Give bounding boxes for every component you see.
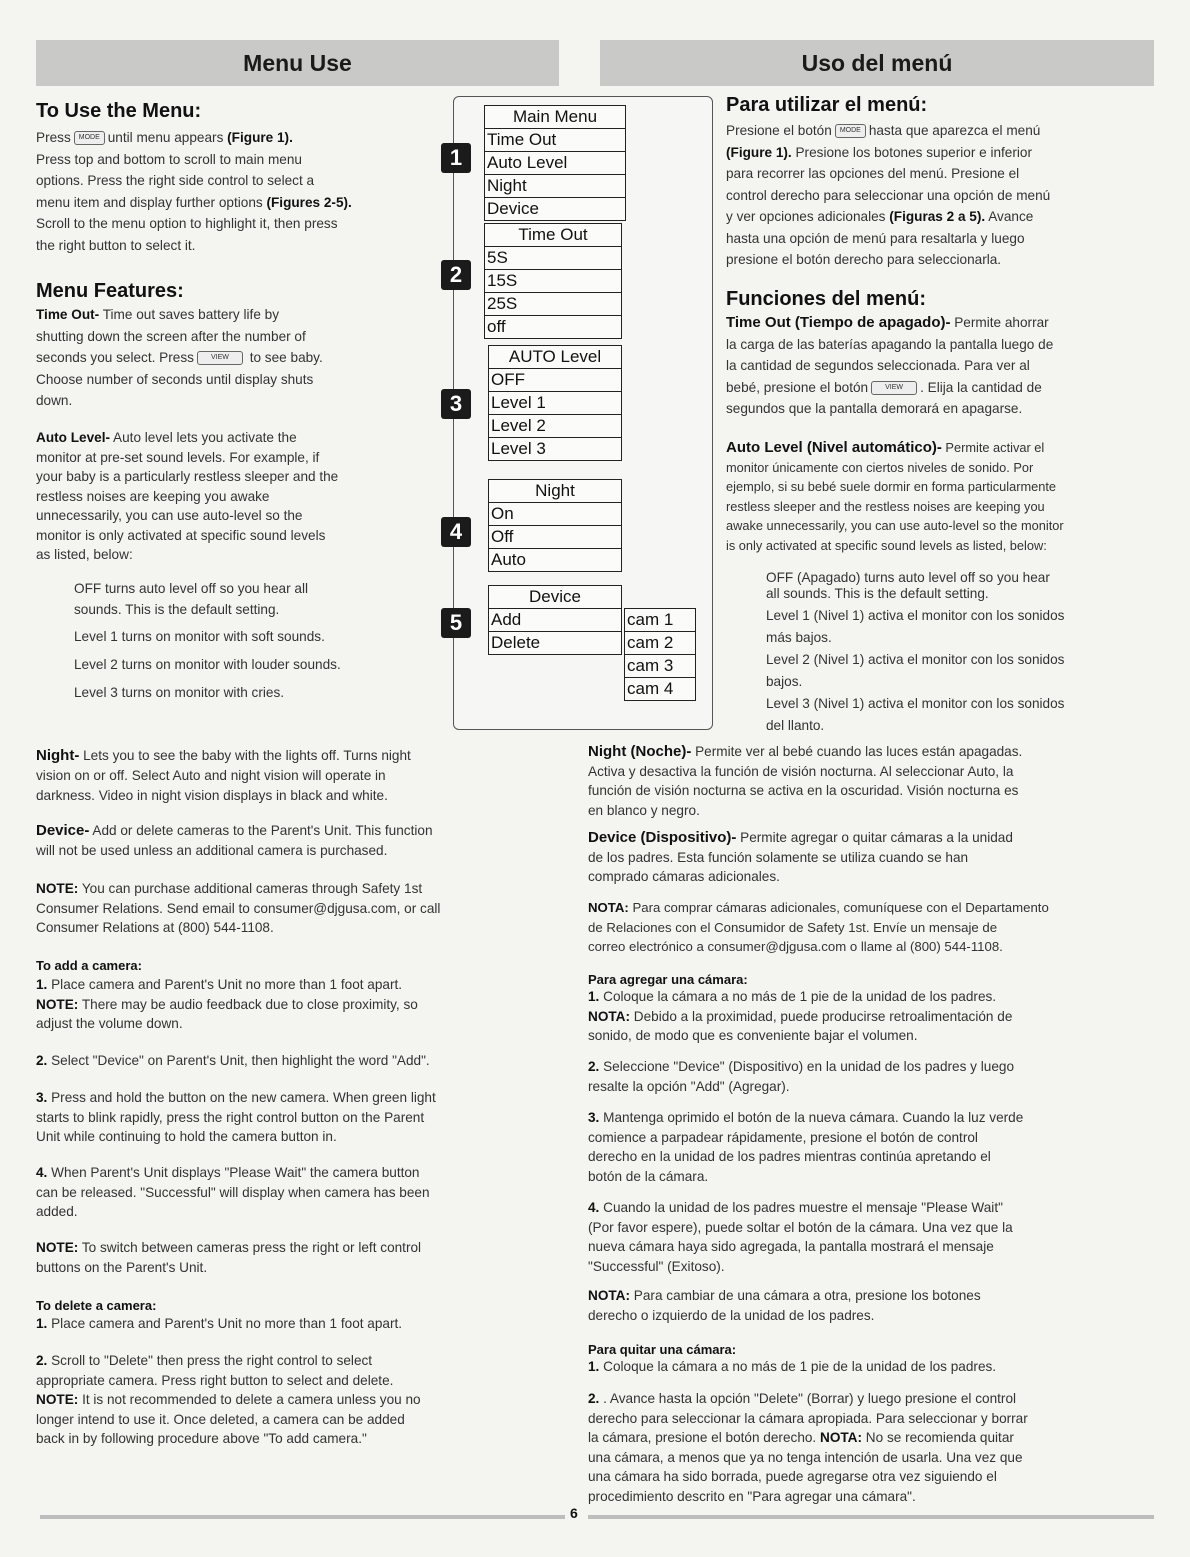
timeout-es-text: Time Out (Tiempo de apagado)- Permite ahorrar la carga de las baterías apagando la pantalla luego de la cantidad de segundos seleccionada. Para ver al bebé, presione el botón VIEW . Elija la cantidad de segundos que la pantalla demorará en apagarse.	[726, 314, 1054, 416]
opcion-level2-a: Level 2 (Nivel 1) activa el monitor con los sonidos	[766, 652, 1065, 667]
autolevel-menu-item: Level 3	[489, 437, 621, 460]
autolevel-menu-item: Level 1	[489, 391, 621, 414]
device-menu-item: Delete	[489, 631, 621, 654]
timeout-menu-item: 15S	[485, 269, 621, 292]
option-level2: Level 2 turns on monitor with louder sounds.	[74, 657, 341, 672]
add-step-1: 1. Place camera and Parent's Unit no more than 1 foot apart. NOTE: There may be audio feedback due to close proximity, so adjust the volume down.	[36, 977, 418, 1031]
opcion-level3-a: Level 3 (Nivel 1) activa el monitor con los sonidos	[766, 696, 1065, 711]
agregar-paso-3: 3. Mantenga oprimido el botón de la nueva cámara. Cuando la luz verde comience a parpadear rápidamente, presione el botón de control derecho en la unidad de los padres mientras continúa apretando el botón de la cámara.	[588, 1110, 1024, 1184]
view-button-icon: VIEW	[871, 381, 917, 395]
figure-number-3: 3	[441, 389, 471, 419]
opcion-off-1: OFF (Apagado) turns auto level off so you hear	[766, 570, 1050, 585]
figure-number-1: 1	[441, 143, 471, 173]
autolevel-menu-box	[488, 345, 622, 461]
night-menu-title: Night	[535, 481, 575, 500]
cam-list-box	[624, 608, 696, 701]
opcion-level1-b: más bajos.	[766, 630, 832, 645]
night-es-text: Night (Noche)- Permite ver al bebé cuando las luces están apagadas. Activa y desactiva la función de visión nocturna. Al seleccionar Auto, la función de visión nocturna se activa en la oscuridad. Visión nocturna es en blanco y negro.	[588, 743, 1023, 818]
cam-item: cam 4	[625, 677, 695, 700]
device-es-text: Device (Dispositivo)- Permite agregar o quitar cámaras a la unidad de los padres. Esta función solamente se utiliza cuando se han comprado cámaras adicionales.	[588, 829, 1013, 884]
add-step-4: 4. When Parent's Unit displays "Please Wait" the camera button can be released. "Successful" will display when camera has been added.	[36, 1165, 430, 1219]
footer-rule-left	[40, 1515, 565, 1519]
night-menu-box	[488, 479, 622, 572]
device-text: Device- Add or delete cameras to the Parent's Unit. This function will not be used unless an additional camera is purchased.	[36, 822, 433, 858]
opcion-level1-a: Level 1 (Nivel 1) activa el monitor con los sonidos	[766, 608, 1065, 623]
main-menu-box	[484, 105, 626, 221]
device-menu-box	[488, 585, 622, 655]
page-number: 6	[570, 1505, 578, 1521]
option-off-2: sounds. This is the default setting.	[74, 602, 280, 617]
timeout-menu-item: 5S	[485, 246, 621, 269]
cam-item: cam 3	[625, 654, 695, 677]
device-menu-item: Add	[489, 608, 621, 631]
agregar-paso-4: 4. Cuando la unidad de los padres muestre el mensaje "Please Wait" (Por favor espere), puede soltar el botón de la cámara. Una vez que la nueva cámara haya sido agregada, la pantalla mostrará el mensaje "Successful" (Exitoso).	[588, 1200, 1013, 1274]
agregar-paso-1: 1. Coloque la cámara a no más de 1 pie de la unidad de los padres. NOTA: Debido a la proximidad, puede producirse retroalimentación de sonido, de modo que es conveniente bajar el volumen.	[588, 989, 1013, 1043]
night-menu-item: Auto	[489, 548, 621, 571]
quitar-camara-title: Para quitar una cámara:	[588, 1342, 737, 1357]
agregar-paso-2: 2. Seleccione "Device" (Dispositivo) en la unidad de los padres y luego resalte la opción "Add" (Agregar).	[588, 1059, 1015, 1094]
delete-camera-title: To delete a camera:	[36, 1298, 157, 1313]
uso-del-menu-header: Uso del menú	[600, 40, 1154, 86]
main-menu-item: Night	[485, 174, 625, 197]
menu-use-header: Menu Use	[36, 40, 559, 86]
figure-number-5: 5	[441, 608, 471, 638]
view-button-icon: VIEW	[197, 351, 243, 365]
menu-features-title: Menu Features:	[36, 280, 184, 302]
note-purchase: NOTE: You can purchase additional cameras through Safety 1st Consumer Relations. Send email to consumer@djgusa.com, or call Consumer Relations at (800) 544-1108.	[36, 881, 441, 935]
autolevel-es-text: Auto Level (Nivel automático)- Permite activar el monitor únicamente con ciertos niveles de sonido. Por ejemplo, si su bebé suele dormir en forma particularmente restless sleeper and the restless noises are keeping you awake unnecessarily, you can use auto-level so the monitor is only activated at specific sound levels as listed, below:	[726, 439, 1064, 553]
nota-compra: NOTA: Para comprar cámaras adicionales, comuníquese con el Departamento de Relaciones con el Consumidor de Safety 1st. Envíe un mensaje de correo electrónico a consumer@djgusa.com o llame al (800) 544-1108.	[588, 900, 1049, 954]
switch-note: NOTE: To switch between cameras press the right or left control buttons on the Parent's Unit.	[36, 1240, 422, 1275]
main-menu-item: Device	[485, 197, 625, 220]
option-off-1: OFF turns auto level off so you hear all	[74, 581, 308, 596]
figure-number-4: 4	[441, 517, 471, 547]
device-menu-title: Device	[529, 587, 581, 606]
night-menu-item: Off	[489, 525, 621, 548]
autolevel-menu-title: AUTO Level	[508, 347, 602, 366]
footer-rule-right	[588, 1515, 1154, 1519]
use-menu-title: To Use the Menu:	[36, 100, 202, 122]
quitar-paso-1: 1. Coloque la cámara a no más de 1 pie de la unidad de los padres.	[588, 1359, 997, 1374]
add-step-3: 3. Press and hold the button on the new camera. When green light starts to blink rapidly, press the right control button on the Parent Unit while continuing to hold the camera button in.	[36, 1090, 436, 1144]
main-menu-item: Auto Level	[485, 151, 625, 174]
menu-figure	[449, 96, 713, 730]
opcion-level2-b: bajos.	[766, 674, 803, 689]
autolevel-menu-item: OFF	[489, 368, 621, 391]
para-utilizar-title: Para utilizar el menú:	[726, 94, 928, 116]
add-step-2: 2. Select "Device" on Parent's Unit, then highlight the word "Add".	[36, 1053, 430, 1068]
night-text: Night- Lets you to see the baby with the lights off. Turns night vision on or off. Select Auto and night vision will operate in darkness. Video in night vision displays in black and white.	[36, 747, 411, 803]
opcion-off-2: all sounds. This is the default setting.	[766, 586, 989, 601]
mode-button-icon: MODE	[835, 124, 866, 138]
night-menu-item: On	[489, 502, 621, 525]
funciones-title: Funciones del menú:	[726, 288, 927, 310]
opcion-level3-b: del llanto.	[766, 718, 825, 733]
quitar-paso-2: 2. . Avance hasta la opción "Delete" (Borrar) y luego presione el control derecho para seleccionar la cámara apropiada. Para seleccionar y borrar la cámara, presione el botón derecho. NOTA: No se recomienda quitar una cámara, a menos que ya no tenga intención de usarla. Una vez que una cámara ha sido borrada, puede agregarse otra vez siguiendo el procedimiento descrito en "Para agregar una cámara".	[588, 1391, 1028, 1504]
timeout-menu-box	[484, 223, 622, 339]
figure-number-2: 2	[441, 260, 471, 290]
use-menu-text: Press MODE until menu appears (Figure 1). Press top and bottom to scroll to main menu options. Press the right side control to select a menu item and display further options (Figures 2-5). Scroll to the menu option to highlight it, then press the right button to select it.	[36, 130, 352, 253]
autolevel-text: Auto Level- Auto level lets you activate the monitor at pre-set sound levels. For example, if your baby is a particularly restless sleeper and the restless noises are keeping you awake unnecessarily, you can use auto-level so the monitor is only activated at specific sound levels as listed, below:	[36, 430, 339, 562]
timeout-menu-title: Time Out	[518, 225, 588, 244]
option-level3: Level 3 turns on monitor with cries.	[74, 685, 285, 700]
main-menu-title: Main Menu	[512, 107, 598, 126]
main-menu-item: Time Out	[485, 128, 625, 151]
option-level1: Level 1 turns on monitor with soft sounds.	[74, 629, 325, 644]
timeout-menu-item: 25S	[485, 292, 621, 315]
nota-cambiar: NOTA: Para cambiar de una cámara a otra, presione los botones derecho o izquierdo de la unidad de los padres.	[588, 1288, 981, 1323]
agregar-camara-title: Para agregar una cámara:	[588, 972, 748, 987]
mode-button-icon: MODE	[74, 131, 105, 145]
add-camera-title: To add a camera:	[36, 958, 142, 973]
cam-item: cam 2	[625, 631, 695, 654]
delete-step-2: 2. Scroll to "Delete" then press the right control to select appropriate camera. Press right button to select and delete. NOTE: It is not recommended to delete a camera unless you no longer intend to use it. Once deleted, a camera can be added back in by following procedure above "To add camera."	[36, 1353, 421, 1446]
para-utilizar-text: Presione el botón MODE hasta que aparezca el menú (Figure 1). Presione los botones superior e inferior para recorrer las opciones del menú. Presione el control derecho para seleccionar una opción de menú y ver opciones adicionales (Figuras 2 a 5). Avance hasta una opción de menú para resaltarla y luego presione el botón derecho para seleccionarla.	[726, 123, 1051, 267]
autolevel-menu-item: Level 2	[489, 414, 621, 437]
delete-step-1: 1. Place camera and Parent's Unit no more than 1 foot apart.	[36, 1316, 403, 1331]
timeout-menu-item: off	[485, 315, 621, 338]
cam-item: cam 1	[625, 608, 695, 631]
timeout-text: Time Out- Time out saves battery life by shutting down the screen after the number of seconds you select. Press VIEW to see baby. Choose number of seconds until display shuts down.	[36, 307, 323, 408]
